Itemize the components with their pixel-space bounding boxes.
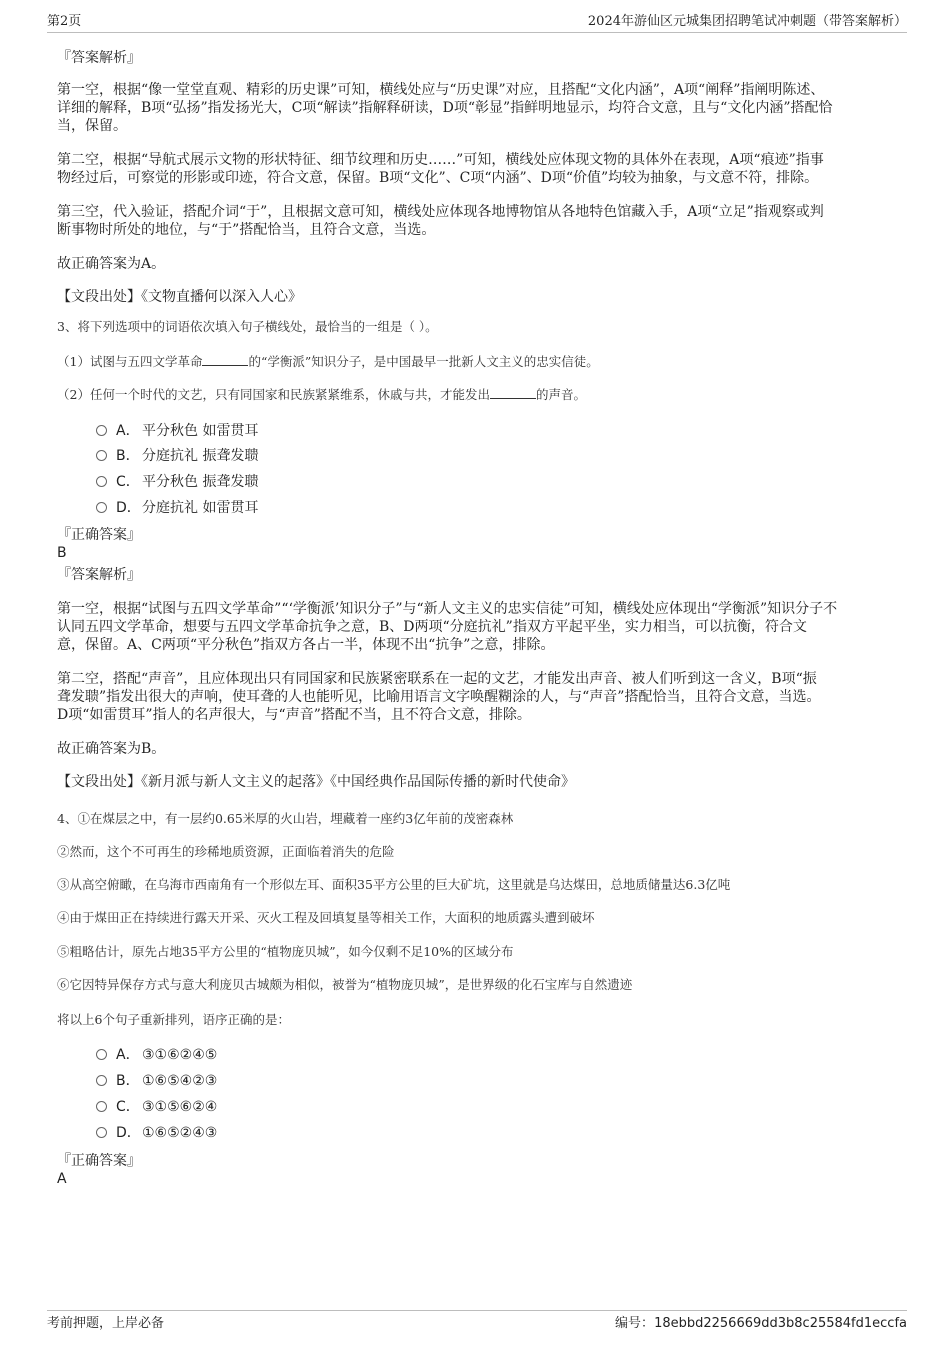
option-text: ①⑥⑤②④③ (142, 1125, 218, 1141)
q2-analysis-line: 第二空，根据“导航式展示文物的形状特征、细节纹理和历史……”可知，横线处应体现文物的具体外在表现，A项“痕迹”指事 (57, 152, 824, 168)
q4-option-d[interactable] (96, 1124, 217, 1142)
option-text: ③①⑤⑥②④ (142, 1099, 218, 1115)
option-letter: B． (116, 1073, 140, 1089)
q2-conclusion: 故正确答案为A。 (57, 256, 166, 272)
q4-sentence-4: ④由于煤田正在持续进行露天开采、灭火工程及回填复垦等相关工作，大面积的地质露头遭到破坏 (57, 910, 595, 925)
code-label: 编号： (615, 1316, 655, 1331)
page-footer (47, 1310, 907, 1333)
option-letter: D． (116, 500, 141, 516)
correct-answer-heading: 『正确答案』 (57, 527, 141, 543)
q4-option-c[interactable] (96, 1098, 217, 1116)
q4-sentence-5: ⑤粗略估计，原先占地35平方公里的“植物庞贝城”，如今仅剩不足10%的区域分布 (57, 944, 514, 959)
sentence-text: 的声音。 (535, 387, 586, 402)
option-letter: C． (116, 1099, 140, 1115)
page-header (47, 12, 907, 33)
document-code (615, 1313, 907, 1335)
radio-button-icon[interactable] (96, 1075, 107, 1086)
q3-option-b[interactable] (96, 447, 258, 465)
q3-stem: 3、将下列选项中的词语依次填入句子横线处，最恰当的一组是（ ）。 (57, 319, 438, 334)
q4-sentence-2: ②然而，这个不可再生的珍稀地质资源，正面临着消失的危险 (57, 844, 395, 859)
q3-option-c[interactable] (96, 473, 258, 491)
option-letter: A． (116, 423, 140, 439)
q2-analysis-line: 断事物时所处的地位，与“于”搭配恰当，且符合文意，当选。 (57, 222, 436, 238)
radio-button-icon[interactable] (96, 502, 107, 513)
document-title: 2024年游仙区元城集团招聘笔试冲刺题（带答案解析） (587, 14, 907, 29)
radio-button-icon[interactable] (96, 476, 107, 487)
q3-analysis-line: 聋发聩”指发出很大的声响，使耳聋的人也能听见，比喻用语言文字唤醒糊涂的人，与“声音”搭配恰当，且符合文意，当选。 (57, 689, 821, 705)
q3-analysis-line: 认同五四文学革命，想要与五四文学革命抗争之意，B、D两项“分庭抗礼”指双方平起平坐，实力相当，可以抗衡，符合文 (57, 619, 807, 635)
q4-correct-answer: A (57, 1171, 67, 1187)
correct-answer-heading: 『正确答案』 (57, 1153, 141, 1169)
sentence-text: （2）任何一个时代的文艺，只有同国家和民族紧紧维系，休戚与共，才能发出 (57, 387, 490, 402)
option-text: 平分秋色 振聋发聩 (142, 474, 259, 490)
code-value: 18ebbd2256669dd3b8c25584fd1eccfa (654, 1316, 907, 1331)
radio-button-icon[interactable] (96, 1101, 107, 1112)
answer-analysis-heading: 『答案解析』 (57, 567, 141, 583)
option-letter: C． (116, 474, 140, 490)
option-text: 平分秋色 如雷贯耳 (142, 423, 259, 439)
radio-button-icon[interactable] (96, 425, 107, 436)
radio-button-icon[interactable] (96, 1049, 107, 1060)
q2-source: 【文段出处】《文物直播何以深入人心》 (57, 289, 302, 305)
fill-blank (490, 387, 536, 399)
option-text: 分庭抗礼 如雷贯耳 (142, 500, 259, 516)
q3-sentence-2 (57, 387, 586, 403)
answer-analysis-heading: 『答案解析』 (57, 50, 141, 66)
q2-analysis-line: 详细的解释，B项“弘扬”指发扬光大，C项“解读”指解释研读，D项“彰显”指鲜明地显示，均符合文意，且与“文化内涵”搭配恰 (57, 100, 833, 116)
q2-analysis-line: 第一空，根据“像一堂堂直观、精彩的历史课”可知，横线处应与“历史课”对应，且搭配“文化内涵”，A项“阐释”指阐明陈述、 (57, 82, 825, 98)
q3-conclusion: 故正确答案为B。 (57, 741, 166, 757)
q4-option-b[interactable] (96, 1072, 217, 1090)
q3-analysis-line: 第一空，根据“试图与五四文学革命”“‘学衡派’知识分子”与“新人文主义的忠实信徒”可知，横线处应体现出“学衡派”知识分子不 (57, 601, 838, 617)
q4-instruction: 将以上6个句子重新排列，语序正确的是： (57, 1012, 290, 1027)
q3-analysis-line: 第二空，搭配“声音”，且应体现出只有同国家和民族紧密联系在一起的文艺，才能发出声音、被人们听到这一含义，B项“振 (57, 671, 817, 687)
footer-slogan: 考前押题，上岸必备 (47, 1316, 165, 1331)
q4-sentence-1: 4、①在煤层之中，有一层约0.65米厚的火山岩，埋藏着一座约3亿年前的茂密森林 (57, 811, 514, 826)
q2-analysis-line: 物经过后，可察觉的形影或印迹，符合文意，保留。B项“文化”、C项“内涵”、D项“价值”均较为抽象，与文意不符，排除。 (57, 170, 819, 186)
q2-analysis-line: 第三空，代入验证，搭配介词“于”，且根据文意可知，横线处应体现各地博物馆从各地特色馆藏入手，A项“立足”指观察或判 (57, 204, 824, 220)
option-letter: D． (116, 1125, 141, 1141)
q4-sentence-6: ⑥它因特异保存方式与意大利庞贝古城颇为相似，被誉为“植物庞贝城”，是世界级的化石宝库与自然遗迹 (57, 977, 633, 992)
q2-analysis-line: 当，保留。 (57, 118, 127, 134)
q3-correct-answer: B (57, 545, 67, 561)
q3-source: 【文段出处】《新月派与新人文主义的起落》《中国经典作品国际传播的新时代使命》 (57, 774, 575, 790)
radio-button-icon[interactable] (96, 1127, 107, 1138)
page-number: 第2页 (47, 14, 82, 29)
sentence-text: （1）试图与五四文学革命 (57, 354, 203, 369)
q4-option-a[interactable] (96, 1046, 217, 1064)
q4-sentence-3: ③从高空俯瞰，在乌海市西南角有一个形似左耳、面积35平方公里的巨大矿坑，这里就是乌达煤田，总地质储量达6.3亿吨 (57, 877, 731, 892)
q3-option-a[interactable] (96, 422, 258, 440)
sentence-text: 的“学衡派”知识分子，是中国最早一批新人文主义的忠实信徒。 (248, 354, 599, 369)
radio-button-icon[interactable] (96, 450, 107, 461)
q3-sentence-1 (57, 354, 599, 370)
q3-analysis-line: 意，保留。A、C两项“平分秋色”指双方各占一半，体现不出“抗争”之意，排除。 (57, 637, 555, 653)
option-text: 分庭抗礼 振聋发聩 (142, 448, 259, 464)
q3-option-d[interactable] (96, 499, 258, 517)
option-text: ①⑥⑤④②③ (142, 1073, 218, 1089)
option-text: ③①⑥②④⑤ (142, 1047, 218, 1063)
option-letter: B． (116, 448, 140, 464)
fill-blank (202, 354, 248, 366)
q3-analysis-line: D项“如雷贯耳”指人的名声很大，与“声音”搭配不当，且不符合文意，排除。 (57, 707, 531, 723)
option-letter: A． (116, 1047, 140, 1063)
